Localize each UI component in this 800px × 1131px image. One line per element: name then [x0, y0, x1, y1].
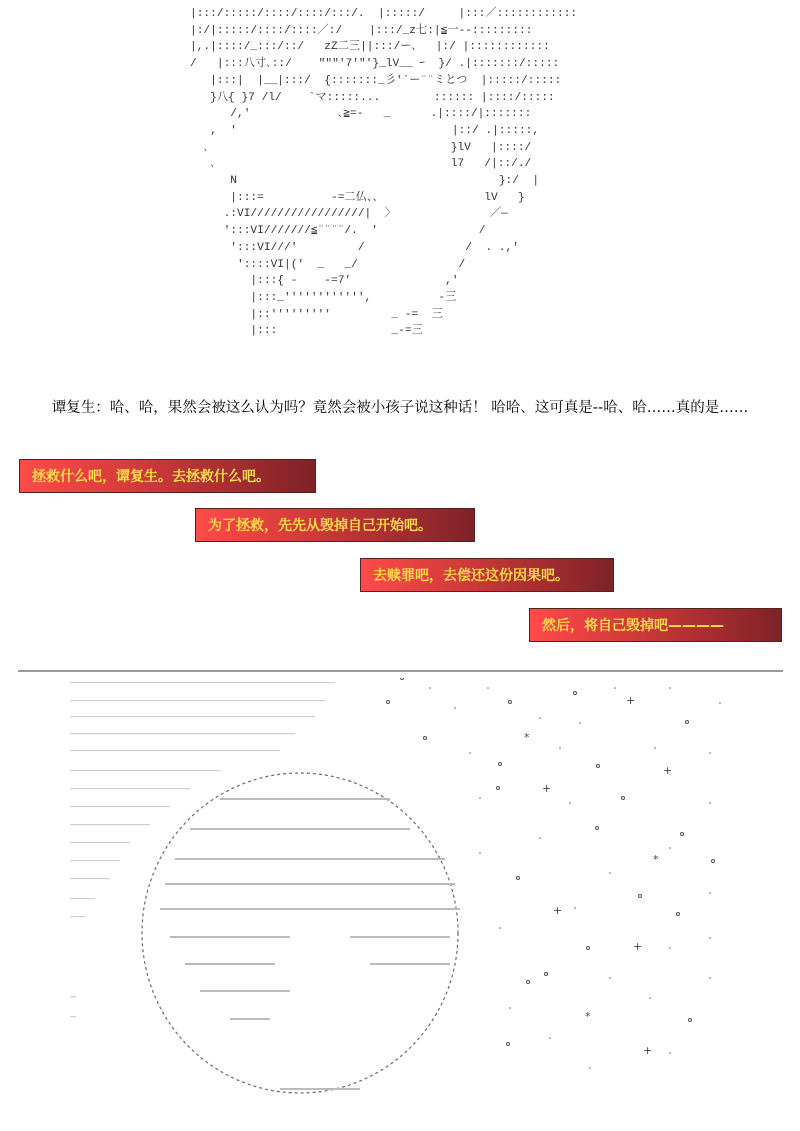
starfield — [387, 678, 721, 1069]
caption-text: 去赎罪吧，去偿还这份因果吧。 — [373, 568, 569, 584]
dotted-haze-left — [70, 682, 335, 1017]
svg-text:+: + — [643, 1044, 653, 1057]
svg-text:+: + — [633, 940, 643, 953]
moon — [142, 773, 460, 1093]
caption-box — [19, 459, 316, 493]
caption-text: 为了拯救，先先从毁掉自己开始吧。 — [208, 518, 432, 534]
caption-text: 然后，将自己毁掉吧———— — [542, 618, 724, 634]
svg-text:*: * — [653, 853, 659, 866]
ascii-art-moon-night-sky — [70, 678, 785, 1098]
caption-text: 拯救什么吧，谭复生。去拯救什么吧。 — [32, 469, 270, 485]
panel-divider — [18, 670, 783, 672]
svg-text:+: + — [553, 904, 563, 917]
svg-text:*: * — [524, 731, 530, 744]
caption-box — [529, 608, 782, 642]
caption-box — [195, 508, 475, 542]
dialogue-line: 谭复生：哈、哈，果然会被这么认为吗？竟然会被小孩子说这种话！ 哈哈、这可真是--哈、哈……真的是…… — [51, 400, 749, 416]
svg-text:+: + — [663, 764, 673, 777]
ascii-art-face: |:::/:::::/::::/::::/:::/. |:::::/ |:::／:::::::::::: |:/|:::::/::::/::::／:/ |:::/_z七:|≦一--::::::::: |,.|::::/_:::/::/ zZ二三||:::/ー、 |:/ |:::::::::::: / |:::八寸､::/ """'7'"'}_lV__ ｰ }/ .|:::::::/::::: |:::| |__|:::/ {:::::::_彡'`ー¨¨ミとつ |:::::/::::: }八{ }7 /l/ `マ:::::... :::::: |::::/::::: /,' ､≧=- _ .|::::/|::::::: , ' |::/ .|:::::, ､ }lV |::::/ ､ l7 /|::/./ N }:/ | |:::= -=二仏、、 lV } .:VI/////////////////| 〉 ／— ':::VI///////≦¨¨¨¨/. ' / ':::VI///' / / . .,' '::::VI|(' _ _/ / |:::{ - -=7' ,' |:::_'''''''''''', -三 |::''''''''' _ -= 三 |::: _-=三 — [190, 8, 578, 338]
caption-box — [360, 558, 614, 592]
svg-text:+: + — [542, 782, 552, 795]
svg-text:*: * — [585, 1010, 591, 1023]
svg-text:+: + — [626, 694, 636, 707]
